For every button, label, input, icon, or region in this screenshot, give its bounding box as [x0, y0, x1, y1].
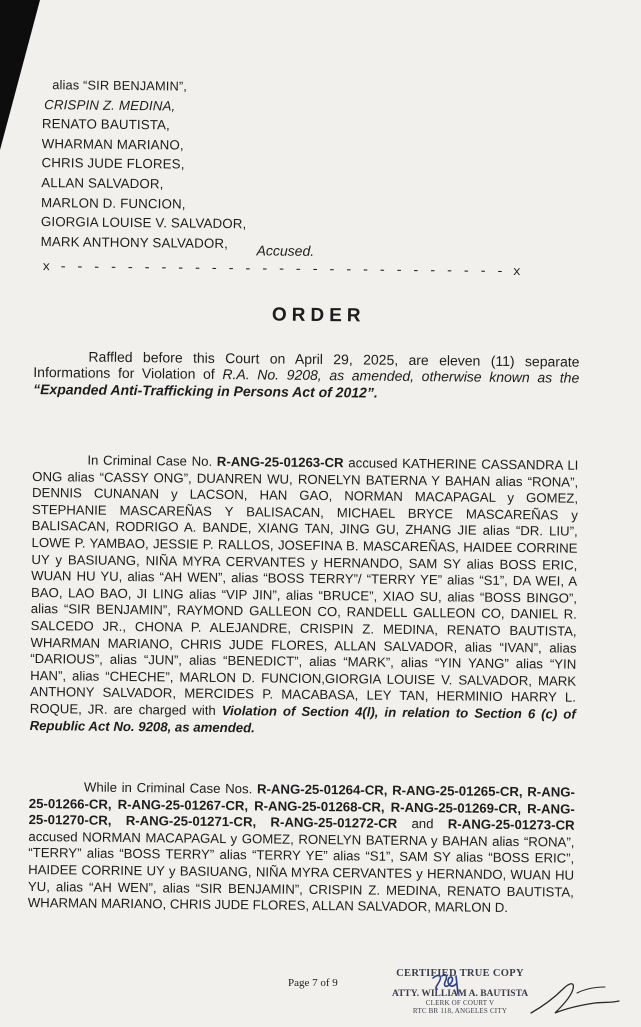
- raffle-text: Raffled before this Court on April 29, 2025, are eleven (11) separate Informations for Violation of: [33, 348, 580, 383]
- order-title: ORDER: [271, 304, 366, 327]
- conjunction: and: [397, 816, 448, 832]
- stamp-attorney-name: ATTY. WILLIAM A. BAUTISTA: [391, 989, 529, 999]
- accused-name: RENATO BAUTISTA,: [41, 116, 170, 133]
- ra-reference: R.A. No. 9208, as amended, otherwise known as the: [222, 366, 580, 387]
- stamp-position: CLERK OF COURT V: [425, 999, 495, 1007]
- case-intro: In Criminal Case No.: [87, 452, 217, 469]
- paragraph-raffle: [33, 348, 579, 403]
- handwritten-initial-icon: [430, 970, 466, 998]
- accused-names-text: accused KATHERINE CASSANDRA LI ONG alias “CASSY ONG”, DUANREN WU, RONELYN BATERNA Y BAHAN alias “RONA”, DENNIS CUNANAN y LACSON, HAN GAO, NORMAN MACAPAGAL y GOMEZ, STEPHANIE MASCAREÑAS Y BALISACAN, MICHAEL BRYCE MASCAREÑAS y BALISACAN, RODRIGO A. BANDE, XIANG TAN, JING GU, ZHANG JIE alias “DR. LIU”, LOWE P. YAMBAO, JESSIE P. RALLOS, JOSEFINA B. MASCAREÑAS, HAIDEE CORRINE UY y BASIUANG, NIÑA MYRA CERVANTES y HERNANDO, SAM SY alias BOSS ERIC, WUAN HU YU, alias “AH WEN”, alias “BOSS TERRY”/ “TERRY YE” alias “S1”, DA WEI, A BAO, LAO BAO, JI LING alias “VIP JIN”, alias “BRUCE”, XIAO SU, alias “BOSS BINGO”, alias “SIR BENJAMIN”, RAYMOND GALLEON CO, RANDELL GALLEON CO, DANIEL R. SALCEDO JR., CHONA P. ALEJANDRE, CRISPIN Z. MEDINA, RENATO BAUTISTA, WHARMAN MARIANO, CHRIS JUDE FLORES, ALLAN SALVADOR, alias “IVAN”, alias “DARIOUS”, alias “JUN”, alias “BENEDICT”, alias “MARK”, alias “YIN YANG” alias “YIN HAN”, alias “CHECHE”, MARLON D. FUNCION,GIORGIA LOUISE V. SALVADOR, MARK ANTHONY SALVADOR, MERCIDES P. MACABASA, LEY TAN, HERMINIO HARRY L. ROQUE, JR. are charged with: [29, 455, 579, 718]
- accused-names-text: accused NORMAN MACAPAGAL y GOMEZ, RONELYN BATERNA y BAHAN alias “RONA”, “TERRY” alias “BOSS TERRY” alias “TERRY YE” alias “S1”, SAM SY alias “BOSS ERIC”, HAIDEE CORRINE UY y BASIUANG, NIÑA MYRA CERVANTES y HERNANDO, WUAN HU YU, alias “AH WEN”, alias “SIR BENJAMIN”, CRISPIN Z. MEDINA, RENATO BAUTISTA, WHARMAN MARIANO, CHRIS JUDE FLORES, ALLAN SALVADOR, MARLON D.: [27, 828, 575, 916]
- accused-label: Accused.: [256, 242, 315, 259]
- stamp-title: CERTIFIED TRUE COPY: [396, 968, 524, 979]
- accused-name: alias “SIR BENJAMIN”,: [52, 77, 188, 94]
- case-number: R-ANG-25-01263-CR: [216, 453, 344, 471]
- cases-intro: While in Criminal Case Nos.: [83, 779, 258, 797]
- stamp-court: RTC BR 118, ANGELES CITY: [412, 1007, 508, 1015]
- accused-name: ALLAN SALVADOR,: [41, 175, 164, 192]
- case-numbers: R-ANG-25-01264-CR, R-ANG-25-01265-CR, R-ANG-25-01266-CR, R-ANG-25-01267-CR, R-ANG-25-01268-CR, R-ANG-25-01269-CR, R-ANG-25-01270-CR, R-ANG-25-01271-CR, R-ANG-25-01272-CR: [28, 781, 576, 832]
- signature-icon: [525, 975, 625, 1023]
- act-name: “Expanded Anti-Trafficking in Persons Act of 2012”.: [33, 380, 378, 401]
- accused-name: GIORGIA LOUISE V. SALVADOR,: [40, 214, 247, 232]
- accused-name: MARLON D. FUNCION,: [41, 194, 186, 212]
- paragraph-case-01263: [30, 452, 579, 740]
- accused-name: WHARMAN MARIANO,: [41, 135, 184, 153]
- violation-text: Violation of Section 4(l), in relation to Section 6 (c) of Republic Act No. 9208, as amended.: [29, 702, 576, 735]
- accused-name: CRISPIN Z. MEDINA,: [44, 96, 176, 114]
- paragraph-cases-01264-01273: [28, 779, 575, 917]
- accused-name: CHRIS JUDE FLORES,: [41, 155, 185, 172]
- accused-name: MARK ANTHONY SALVADOR,: [40, 233, 229, 251]
- case-number-last: R-ANG-25-01273-CR: [447, 816, 575, 833]
- section-divider: x - - - - - - - - - - - - - - - - - - - - - - - - - - - x: [42, 259, 522, 280]
- page-number: Page 7 of 9: [288, 977, 338, 989]
- accused-list: [41, 75, 248, 253]
